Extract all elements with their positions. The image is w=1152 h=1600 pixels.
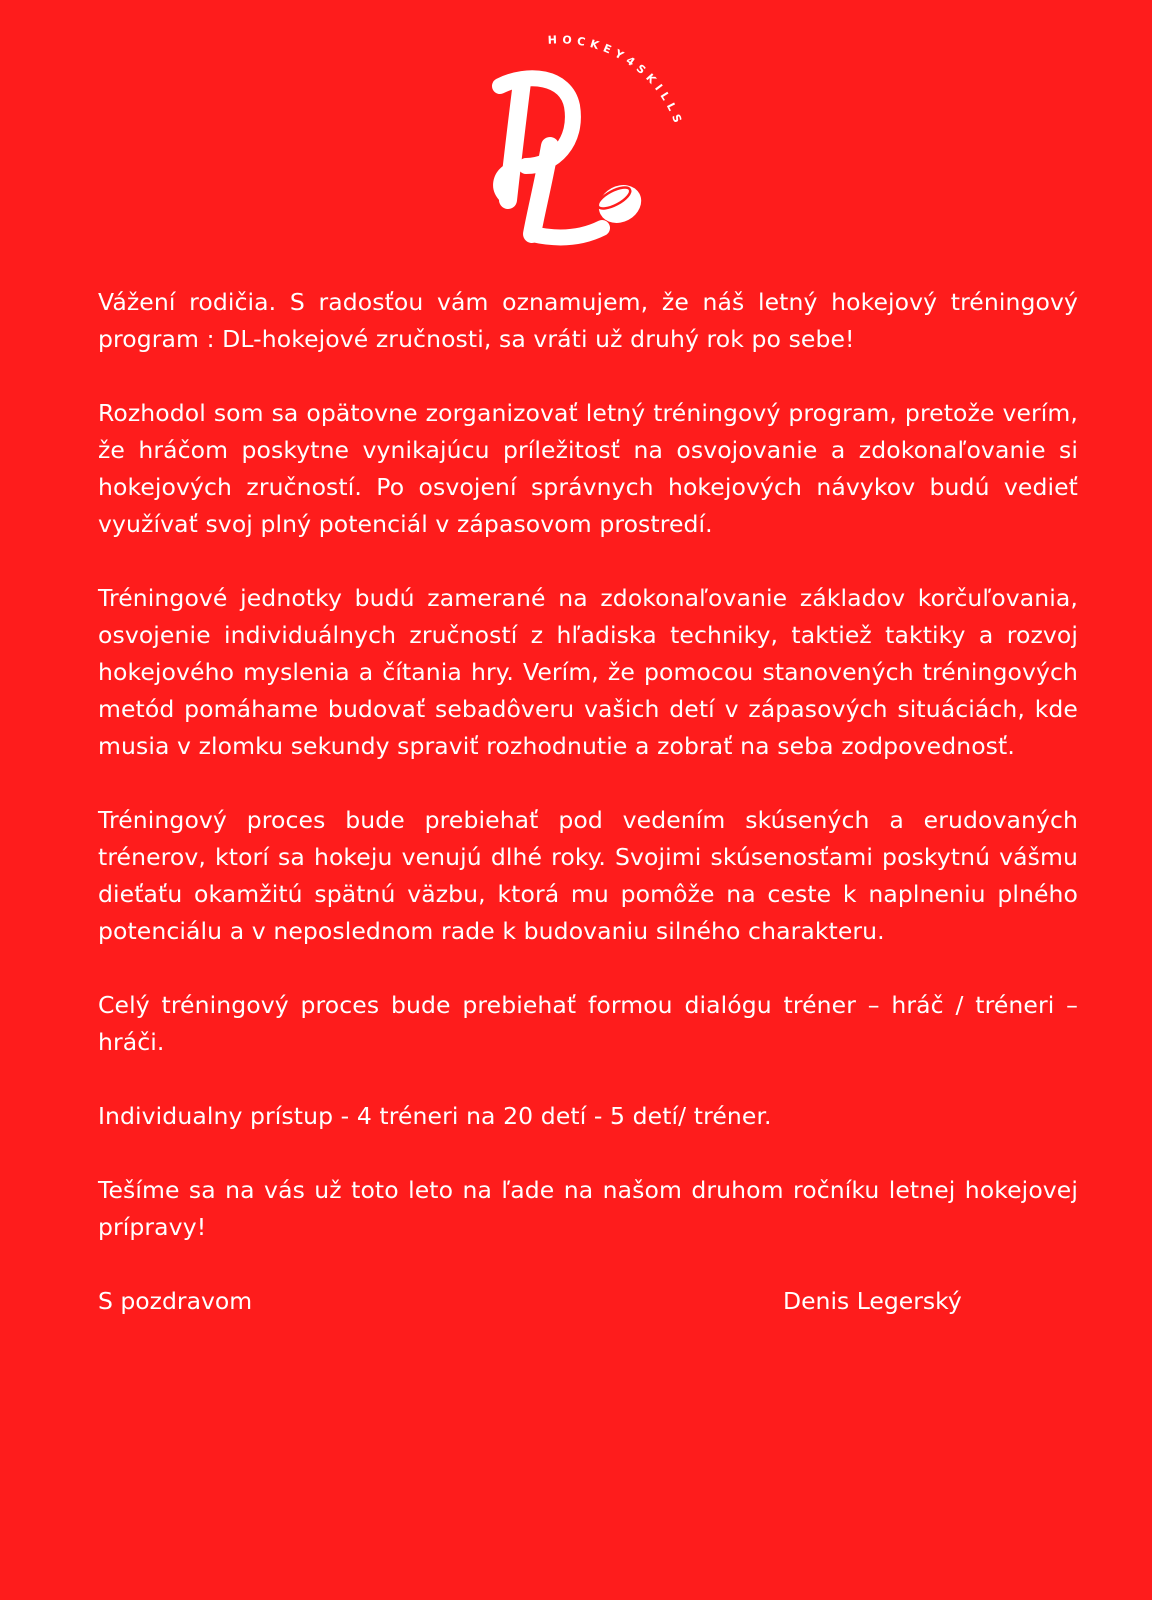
paragraph-training-units: Tréningové jednotky budú zamerané na zdokonaľovanie základov korčuľovania, osvojenie individuálnych zručností z hľadiska techniky, taktiež taktiky a rozvoj hokejového myslenia a čítania hry. Verím, že pomocou stanovených tréningových metód pomáhame budovať sebadôveru vašich detí v zápasových situáciách, kde musia v zlomku sekundy spraviť rozhodnutie a zobrať na seba zodpovednosť.: [98, 584, 1078, 760]
signature-name: Denis Legerský: [783, 1287, 962, 1315]
letter-body: [98, 284, 1078, 1320]
signoff-row: [98, 1283, 1078, 1320]
logo-arc-text-path: HOCKEY4SKILLS: [547, 33, 686, 130]
logo-l-letter: [532, 146, 602, 237]
dl-hockey4skills-logo: [470, 20, 730, 270]
paragraph-intro: Vážení rodičia. S radosťou vám oznamujem, že náš letný hokejový tréningový program : DL-hokejové zručnosti, sa vráti už druhý rok po sebe!: [98, 288, 1078, 353]
paragraph-closing: Tešíme sa na vás už toto leto na ľade na našom druhom ročníku letnej hokejovej prípravy!: [98, 1176, 1078, 1241]
paragraph-dialogue: Celý tréningový proces bude prebiehať formou dialógu tréner – hráč / tréneri – hráči.: [98, 991, 1078, 1056]
paragraph-training-process: Tréningový proces bude prebiehať pod vedením skúsených a erudovaných trénerov, ktorí sa hokeju venujú dlhé roky. Svojimi skúsenosťami poskytnú vášmu dieťaťu okamžitú spätnú väzbu, ktorá mu pomôže na ceste k naplneniu plného potenciálu a v neposlednom rade k budovaniu silného charakteru.: [98, 806, 1078, 945]
paragraph-program-reason: Rozhodol som sa opätovne zorganizovať letný tréningový program, pretože verím, že hráčom poskytne vynikajúcu príležitosť na osvojovanie a zdokonaľovanie si hokejových zručností. Po osvojení správnych hokejových návykov budú vedieť využívať svoj plný potenciál v zápasovom prostredí.: [98, 399, 1078, 538]
greeting: S pozdravom: [98, 1287, 253, 1315]
paragraph-individual-approach: Individualny prístup - 4 tréneri na 20 detí - 5 detí/ tréner.: [98, 1102, 772, 1130]
